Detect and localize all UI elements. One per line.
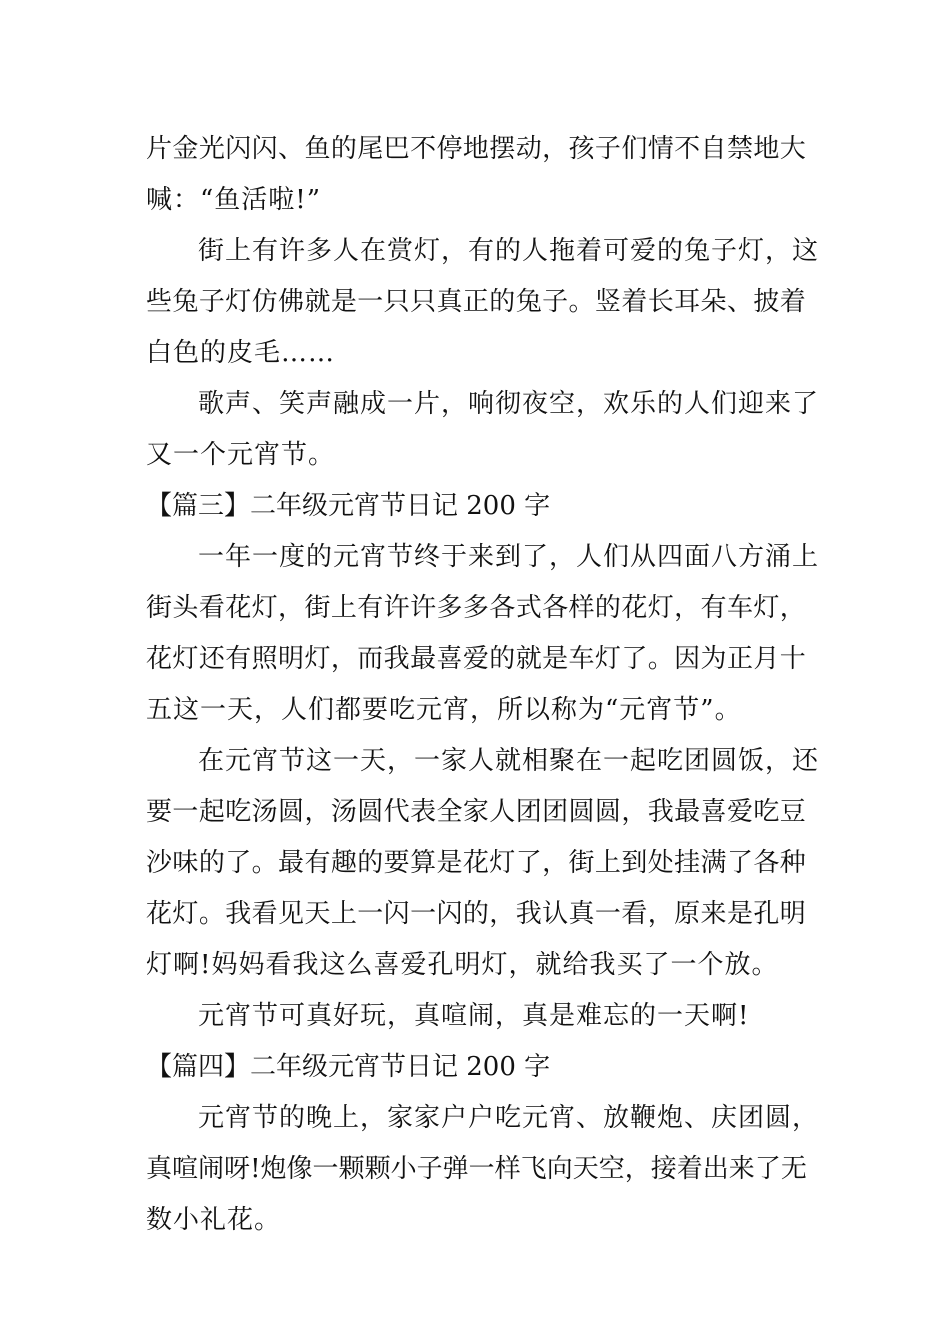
text-line: 白色的皮毛…… <box>146 338 336 368</box>
text-line: 要 一 起 吃 汤 圆 ， 汤 圆 代 表 全 家 人 团 团 圆 圆 ， 我 最 喜 爱 吃 豆 <box>146 797 806 827</box>
paragraph-start-line: 歌声、笑声融成一片，响彻夜空，欢乐的人们迎来了 <box>198 389 820 419</box>
text-line: 沙 味 的 了 。 最 有 趣 的 要 算 是 花 灯 了 ， 街 上 到 处 挂 满 了 各 种 <box>146 848 806 878</box>
text-line: 五这一天，人们都要吃元宵，所以称为“元宵节”。 <box>146 695 742 725</box>
text-line: 喊：“鱼活啦!” <box>146 185 322 215</box>
paragraph-start-line: 在元宵节这一天，一家人就相聚在一起吃团圆饭，还 <box>198 746 820 776</box>
document-page <box>146 124 820 1246</box>
text-line: 花 灯 。 我 看 见 天 上 一 闪 一 闪 的 ， 我 认 真 一 看 ， 原 来 是 孔 明 <box>146 899 806 929</box>
paragraph-start-line: 元宵节的晚上，家家户户吃元宵、放鞭炮、庆团圆， <box>198 1103 820 1133</box>
text-line: 灯啊!妈妈看我这么喜爱孔明灯，就给我买了一个放。 <box>146 950 779 980</box>
text-line: 真 喧 闹 呀 ! 炮 像 一 颗 颗 小 子 弹 一 样 飞 向 天 空 ， 接 着 出 来 了 无 <box>146 1154 807 1184</box>
paragraph-start-line: 街上有许多人在赏灯，有的人拖着可爱的兔子灯，这 <box>198 236 820 266</box>
section-heading: 【篇四】二年级元宵节日记 200 字 <box>146 1052 551 1082</box>
paragraph-start-line: 元宵节可真好玩，真喧闹，真是难忘的一天啊! <box>198 1001 750 1031</box>
text-line: 数小礼花。 <box>146 1205 282 1235</box>
paragraph-start-line: 一年一度的元宵节终于来到了，人们从四面八方涌上 <box>198 542 820 572</box>
text-line: 花 灯 还 有 照 明 灯 ， 而 我 最 喜 爱 的 就 是 车 灯 了 。 因 为 正 月 十 <box>146 644 806 674</box>
text-line: 又一个元宵节。 <box>146 440 336 470</box>
text-line: 些 兔 子 灯 仿 佛 就 是 一 只 只 真 正 的 兔 子 。 竖 着 长 耳 朵 、 披 着 <box>146 287 806 317</box>
text-line: 街 头 看 花 灯 ， 街 上 有 许 许 多 多 各 式 各 样 的 花 灯 ， 有 车 灯 ， <box>146 593 806 623</box>
section-heading: 【篇三】二年级元宵节日记 200 字 <box>146 491 551 521</box>
text-line: 片 金 光 闪 闪 、 鱼 的 尾 巴 不 停 地 摆 动 ， 孩 子 们 情 不 自 禁 地 大 <box>146 134 806 164</box>
